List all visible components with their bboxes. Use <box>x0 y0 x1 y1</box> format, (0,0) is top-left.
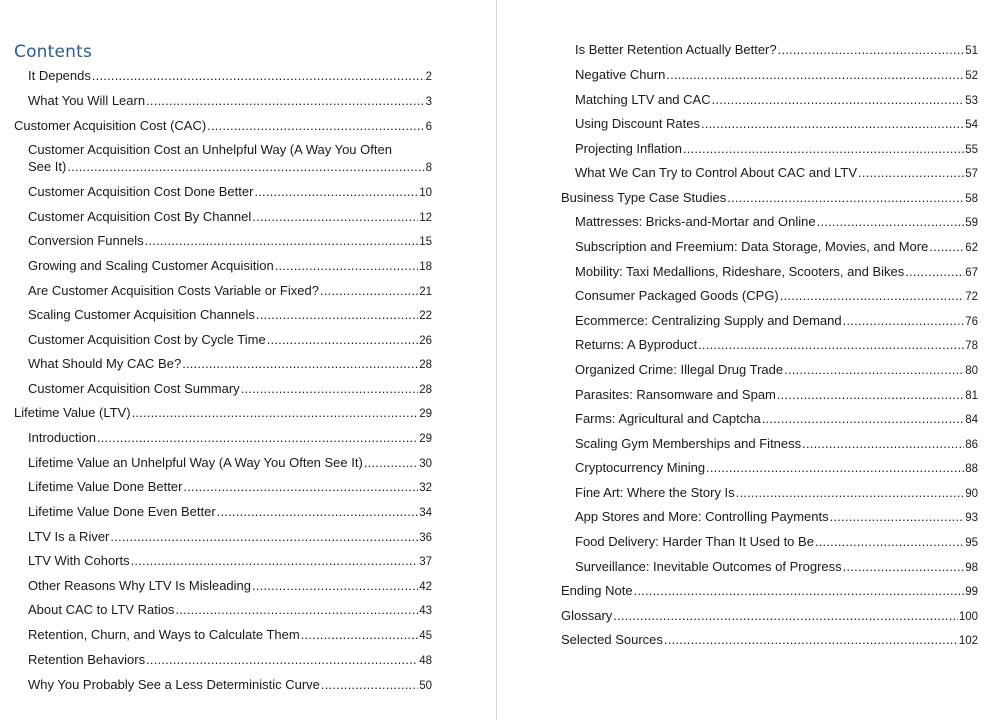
toc-entry-title: Glossary <box>561 608 613 623</box>
toc-entry-title: Business Type Case Studies <box>561 190 727 205</box>
toc-entry[interactable] <box>575 66 978 85</box>
toc-entry[interactable] <box>575 361 978 380</box>
toc-entry[interactable] <box>28 282 432 301</box>
toc-entry[interactable] <box>28 331 432 350</box>
dot-leader <box>252 577 418 594</box>
toc-entry-page: 26 <box>419 335 432 347</box>
toc-entry-title: Why You Probably See a Less Deterministic Curve <box>28 677 320 692</box>
toc-entry-page: 30 <box>419 458 432 470</box>
toc-entry-page: 98 <box>965 562 978 574</box>
toc-entry[interactable] <box>575 140 978 159</box>
toc-entry-title: Customer Acquisition Cost Summary <box>28 381 240 396</box>
toc-entry[interactable] <box>575 115 978 134</box>
toc-entry-title: Cryptocurrency Mining <box>575 460 706 475</box>
toc-entry-page: 54 <box>965 119 978 131</box>
dot-leader <box>183 478 418 495</box>
toc-entry-page: 76 <box>965 316 978 328</box>
dot-leader <box>67 158 424 175</box>
toc-entry-title: Customer Acquisition Cost (CAC) <box>14 118 207 133</box>
dot-leader <box>727 189 964 206</box>
toc-entry-page: 84 <box>965 414 978 426</box>
toc-entry[interactable] <box>575 484 978 503</box>
toc-entry-title: Using Discount Rates <box>575 116 700 131</box>
toc-entry-page: 80 <box>965 365 978 377</box>
toc-entry-title: Lifetime Value an Unhelpful Way (A Way You Often See It) <box>28 455 363 470</box>
toc-entry-page: 6 <box>425 121 432 133</box>
toc-entry-title: Projecting Inflation <box>575 141 682 156</box>
toc-entry-page: 45 <box>419 630 432 642</box>
dot-leader <box>145 232 419 249</box>
toc-entry[interactable] <box>561 189 978 208</box>
toc-entry[interactable] <box>575 164 978 183</box>
dot-leader <box>706 459 964 476</box>
dot-leader <box>131 552 419 569</box>
dot-leader <box>701 115 964 132</box>
toc-entry[interactable] <box>28 552 432 571</box>
toc-entry-title: Conversion Funnels <box>28 233 144 248</box>
toc-entry-page: 57 <box>965 168 978 180</box>
toc-entry-title: Ending Note <box>561 583 633 598</box>
toc-entry[interactable] <box>575 459 978 478</box>
toc-entry-page: 37 <box>419 556 432 568</box>
dot-leader <box>817 213 965 230</box>
dot-leader <box>613 607 958 624</box>
toc-entry[interactable] <box>28 478 432 497</box>
toc-entry-title: Customer Acquisition Cost by Cycle Time <box>28 332 266 347</box>
dot-leader <box>146 651 418 668</box>
toc-entry-page: 81 <box>965 390 978 402</box>
toc-entry-page: 51 <box>965 45 978 57</box>
dot-leader <box>97 429 418 446</box>
toc-entry[interactable] <box>575 213 978 232</box>
toc-entry[interactable] <box>14 404 432 423</box>
toc-entry[interactable] <box>575 287 978 306</box>
toc-entry-title: Mobility: Taxi Medallions, Rideshare, Scooters, and Bikes <box>575 264 905 279</box>
toc-entry-title: Selected Sources <box>561 632 663 647</box>
dot-leader <box>364 454 418 471</box>
dot-leader <box>634 582 965 599</box>
toc-entry-title: Returns: A Byproduct <box>575 337 698 352</box>
toc-entry[interactable] <box>28 257 432 276</box>
toc-entry-page: 42 <box>419 581 432 593</box>
toc-page-left <box>0 0 496 720</box>
toc-entry-title: Customer Acquisition Cost Done Better <box>28 184 254 199</box>
toc-entry-title: Parasites: Ransomware and Spam <box>575 387 776 402</box>
dot-leader <box>182 355 418 372</box>
toc-entry[interactable] <box>575 336 978 355</box>
toc-entry-page: 12 <box>419 212 432 224</box>
dot-leader <box>777 386 964 403</box>
toc-entry-title: LTV Is a River <box>28 529 110 544</box>
dot-leader <box>815 533 964 550</box>
dot-leader <box>784 361 964 378</box>
toc-entry[interactable] <box>561 582 978 601</box>
toc-entry-page: 29 <box>419 433 432 445</box>
dot-leader <box>666 66 964 83</box>
dot-leader <box>762 410 965 427</box>
toc-entry-page: 36 <box>419 532 432 544</box>
dot-leader <box>778 41 965 58</box>
toc-entry-page: 8 <box>425 162 432 174</box>
toc-entry-title: Surveillance: Inevitable Outcomes of Progress <box>575 559 842 574</box>
toc-entry[interactable] <box>575 91 978 110</box>
toc-entry-page: 15 <box>419 236 432 248</box>
toc-entry-title: LTV With Cohorts <box>28 553 130 568</box>
dot-leader <box>843 558 965 575</box>
dot-leader <box>712 91 965 108</box>
toc-entry-title: App Stores and More: Controlling Payments <box>575 509 829 524</box>
dot-leader <box>843 312 965 329</box>
dot-leader <box>252 208 418 225</box>
toc-entry-page: 21 <box>419 286 432 298</box>
toc-entry-page: 99 <box>965 586 978 598</box>
toc-entry-title: It Depends <box>28 68 91 83</box>
dot-leader <box>146 92 425 109</box>
dot-leader <box>132 404 419 421</box>
dot-leader <box>698 336 964 353</box>
toc-entry-title: Other Reasons Why LTV Is Misleading <box>28 578 252 593</box>
toc-entry[interactable] <box>575 386 978 405</box>
toc-entry-title: Lifetime Value Done Better <box>28 479 183 494</box>
toc-entry[interactable] <box>28 67 432 86</box>
toc-entry-page: 28 <box>419 384 432 396</box>
dot-leader <box>321 676 418 693</box>
toc-entry-page: 28 <box>419 359 432 371</box>
toc-entry-title: Negative Churn <box>575 67 666 82</box>
dot-leader <box>110 528 418 545</box>
dot-leader <box>301 626 419 643</box>
toc-entry-title: Fine Art: Where the Story Is <box>575 485 735 500</box>
toc-entry[interactable] <box>575 533 978 552</box>
toc-entry-page: 102 <box>958 635 978 647</box>
toc-entry-page: 100 <box>958 611 978 623</box>
toc-entry[interactable] <box>28 380 432 399</box>
toc-entry-page: 88 <box>965 463 978 475</box>
toc-entry[interactable] <box>575 435 978 454</box>
dot-leader <box>275 257 419 274</box>
dot-leader <box>175 601 418 618</box>
toc-entry-page: 58 <box>965 193 978 205</box>
dot-leader <box>736 484 965 501</box>
toc-entry-title: Ecommerce: Centralizing Supply and Demand <box>575 313 842 328</box>
toc-entry-page: 50 <box>419 680 432 692</box>
toc-entry-title: Lifetime Value Done Even Better <box>28 504 216 519</box>
toc-entry-title: Are Customer Acquisition Costs Variable or Fixed? <box>28 283 319 298</box>
toc-entry-title: Mattresses: Bricks-and-Mortar and Online <box>575 214 816 229</box>
toc-entry[interactable] <box>28 454 432 473</box>
dot-leader <box>683 140 964 157</box>
dot-leader <box>320 282 418 299</box>
toc-entry[interactable] <box>28 355 432 374</box>
dot-leader <box>256 306 418 323</box>
toc-entry-page: 86 <box>965 439 978 451</box>
toc-entry-title: Retention, Churn, and Ways to Calculate Them <box>28 627 300 642</box>
dot-leader <box>254 183 418 200</box>
toc-entry-page: 52 <box>965 70 978 82</box>
toc-entry-title: Introduction <box>28 430 96 445</box>
toc-entry-page: 32 <box>419 482 432 494</box>
toc-entry[interactable] <box>561 607 978 626</box>
toc-entry-title: Food Delivery: Harder Than It Used to Be <box>575 534 814 549</box>
toc-entry-page: 43 <box>419 605 432 617</box>
toc-entry-page: 72 <box>965 291 978 303</box>
toc-entry-title: Subscription and Freemium: Data Storage, Movies, and More <box>575 239 929 254</box>
toc-entry[interactable] <box>14 117 432 136</box>
toc-entry[interactable] <box>28 626 432 645</box>
toc-entry[interactable] <box>561 631 978 650</box>
dot-leader <box>905 263 964 280</box>
toc-entry[interactable] <box>575 263 978 282</box>
toc-entry-page: 55 <box>965 144 978 156</box>
toc-entry-title: What Should My CAC Be? <box>28 356 182 371</box>
toc-entry-page: 67 <box>965 267 978 279</box>
toc-entry-title: Farms: Agricultural and Captcha <box>575 411 761 426</box>
toc-entry[interactable] <box>28 577 432 596</box>
toc-entry-title: Scaling Gym Memberships and Fitness <box>575 436 802 451</box>
toc-entry-title: Matching LTV and CAC <box>575 92 711 107</box>
toc-entry[interactable] <box>28 141 432 177</box>
toc-entry-page: 3 <box>425 96 432 108</box>
toc-entry[interactable] <box>575 558 978 577</box>
toc-title: Contents <box>14 42 93 62</box>
toc-entry[interactable] <box>28 601 432 620</box>
toc-entry[interactable] <box>28 651 432 670</box>
toc-entry-page: 2 <box>425 71 432 83</box>
toc-entry-page: 90 <box>965 488 978 500</box>
toc-entry[interactable] <box>28 306 432 325</box>
toc-entry[interactable] <box>575 238 978 257</box>
toc-entry[interactable] <box>28 183 432 202</box>
toc-entry-title: Growing and Scaling Customer Acquisition <box>28 258 274 273</box>
toc-entry-title-continued: See It) <box>28 159 67 174</box>
toc-entry-page: 93 <box>965 512 978 524</box>
toc-entry-page: 95 <box>965 537 978 549</box>
toc-entry-page: 22 <box>419 310 432 322</box>
toc-entry-page: 48 <box>419 655 432 667</box>
toc-entry[interactable] <box>575 41 978 60</box>
toc-entry-page: 10 <box>419 187 432 199</box>
toc-entry-title: Retention Behaviors <box>28 652 146 667</box>
toc-entry-title: Is Better Retention Actually Better? <box>575 42 777 57</box>
dot-leader <box>664 631 958 648</box>
toc-entry-page: 62 <box>965 242 978 254</box>
toc-entry-title: Lifetime Value (LTV) <box>14 405 131 420</box>
toc-entry-page: 78 <box>965 340 978 352</box>
toc-entry[interactable] <box>28 503 432 522</box>
toc-entry-title: About CAC to LTV Ratios <box>28 602 175 617</box>
toc-entry[interactable] <box>575 508 978 527</box>
toc-entry-page: 18 <box>419 261 432 273</box>
toc-entry-page: 59 <box>965 217 978 229</box>
toc-entry-title: Scaling Customer Acquisition Channels <box>28 307 255 322</box>
toc-entry-title: Consumer Packaged Goods (CPG) <box>575 288 779 303</box>
dot-leader <box>217 503 419 520</box>
toc-entry-page: 29 <box>419 408 432 420</box>
toc-entry[interactable] <box>28 232 432 251</box>
toc-entry[interactable] <box>28 92 432 111</box>
toc-entry-title: What You Will Learn <box>28 93 146 108</box>
toc-entry[interactable] <box>28 676 432 695</box>
toc-entry-page: 53 <box>965 95 978 107</box>
dot-leader <box>830 508 965 525</box>
dot-leader <box>780 287 964 304</box>
dot-leader <box>802 435 964 452</box>
dot-leader <box>92 67 425 84</box>
toc-entry-page: 34 <box>419 507 432 519</box>
dot-leader <box>207 117 424 134</box>
dot-leader <box>241 380 419 397</box>
toc-entry[interactable] <box>28 208 432 227</box>
toc-entry[interactable] <box>28 429 432 448</box>
toc-entry[interactable] <box>575 312 978 331</box>
toc-entry-title: Customer Acquisition Cost an Unhelpful Way (A Way You Often <box>28 142 392 157</box>
dot-leader <box>267 331 419 348</box>
toc-entry-title: Organized Crime: Illegal Drug Trade <box>575 362 784 377</box>
toc-entry[interactable] <box>575 410 978 429</box>
toc-entry-title: What We Can Try to Control About CAC and LTV <box>575 165 858 180</box>
dot-leader <box>858 164 964 181</box>
toc-entry[interactable] <box>28 528 432 547</box>
dot-leader <box>929 238 964 255</box>
toc-page-right <box>497 0 1005 720</box>
toc-entry-title: Customer Acquisition Cost By Channel <box>28 209 252 224</box>
